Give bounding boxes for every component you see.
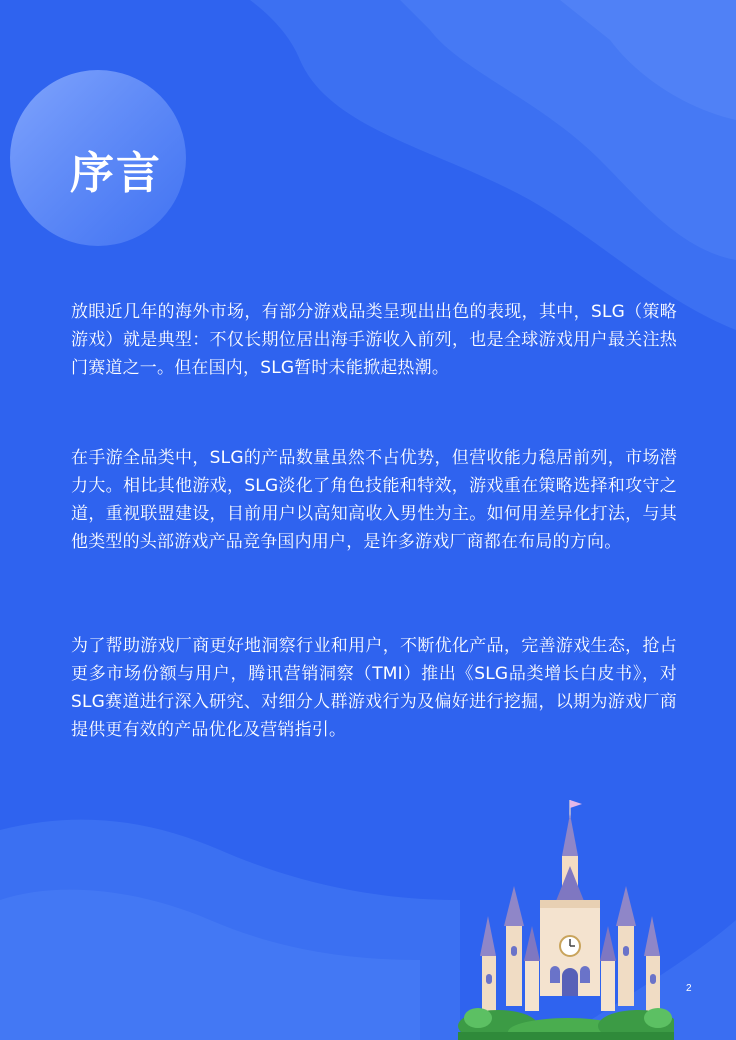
castle-illustration (458, 796, 674, 1040)
page-number: 2 (686, 983, 692, 994)
page-title: 序言 (70, 148, 162, 199)
intro-paragraph-1: 放眼近几年的海外市场，有部分游戏品类呈现出出色的表现，其中，SLG（策略游戏）就是典型：不仅长期位居出海手游收入前列，也是全球游戏用户最关注热门赛道之一。但在国内，SLG暂时未能掀起热潮。 (71, 302, 677, 378)
intro-paragraph-2: 在手游全品类中，SLG的产品数量虽然不占优势，但营收能力稳居前列，市场潜力大。相比其他游戏，SLG淡化了角色技能和特效，游戏重在策略选择和攻守之道，重视联盟建设，目前用户以高知高收入男性为主。如何用差异化打法，与其他类型的头部游戏产品竞争国内用户，是许多游戏厂商都在布局的方向。 (71, 448, 677, 552)
intro-paragraph-3: 为了帮助游戏厂商更好地洞察行业和用户，不断优化产品，完善游戏生态，抢占更多市场份额与用户，腾讯营销洞察（TMI）推出《SLG品类增长白皮书》，对SLG赛道进行深入研究、对细分人群游戏行为及偏好进行挖掘，以期为游戏厂商提供更有效的产品优化及营销指引。 (71, 636, 677, 740)
